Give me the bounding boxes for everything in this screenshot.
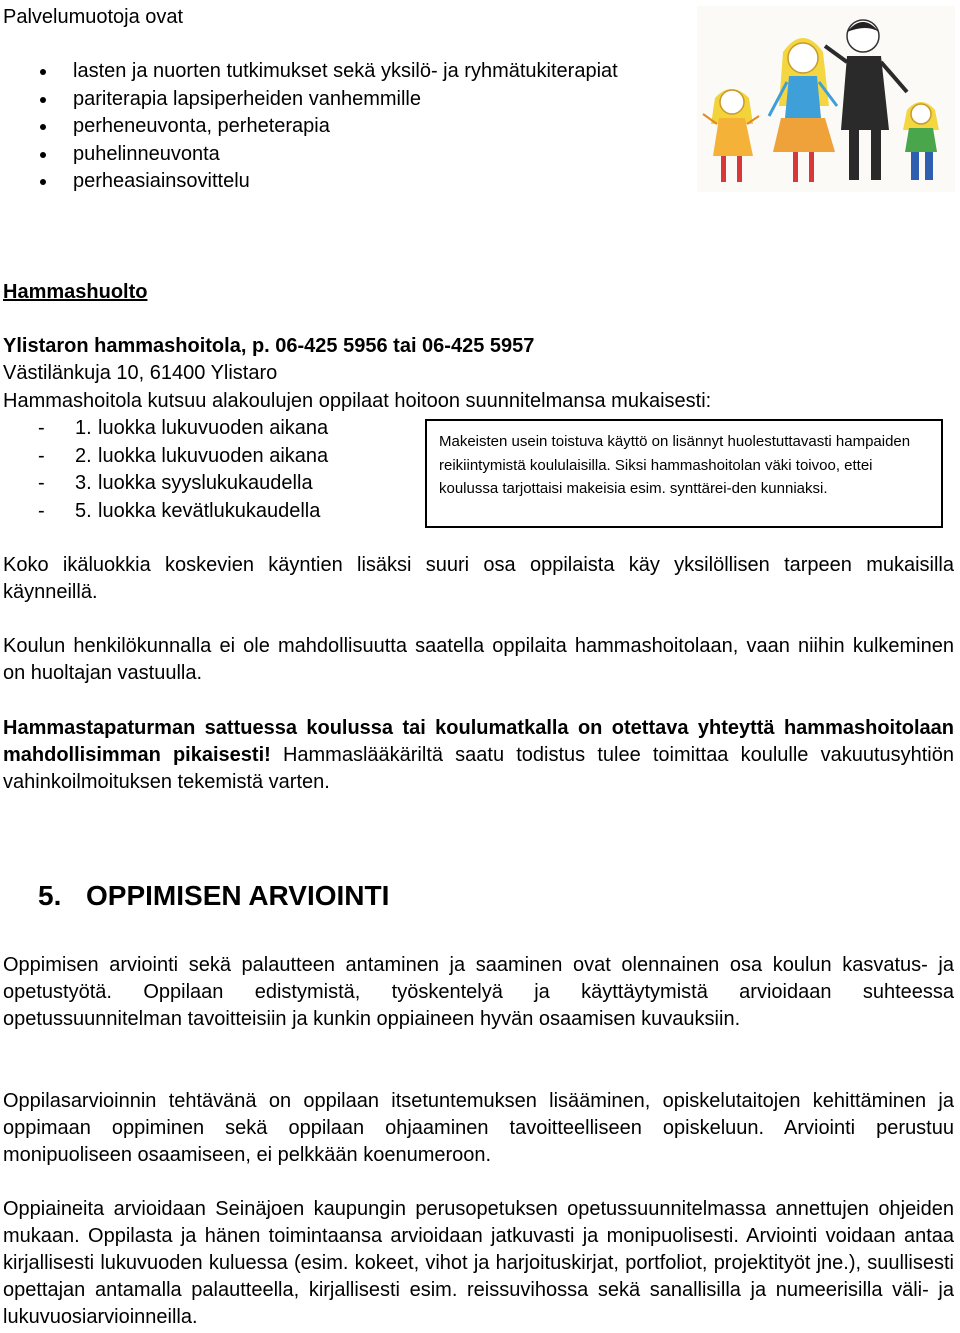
grade-number: 2. xyxy=(75,444,92,467)
dental-paragraph-visits: Koko ikäluokkia koskevien käyntien lisäksi suuri osa oppilaista käy yksilöllisen tarpeen mukaisilla käynneillä. xyxy=(3,554,954,603)
grade-text: luokka lukuvuoden aikana xyxy=(98,444,329,467)
list-item: pariterapia lapsiperheiden vanhemmille xyxy=(38,86,618,114)
grade-text: luokka kevätlukukaudella xyxy=(98,499,321,522)
dental-paragraph-transport: Koulun henkilökunnalla ei ole mahdollisuutta saatella oppilaita hammashoitolaan, vaan niihin kulkeminen on huoltajan vastuulla. xyxy=(3,635,954,684)
list-item: perheneuvonta, perheterapia xyxy=(38,113,618,141)
list-item xyxy=(3,443,328,471)
list-dash: - xyxy=(38,472,45,494)
section-title xyxy=(38,878,389,914)
list-dash: - xyxy=(38,444,45,467)
candy-note-box: Makeisten usein toistuva käyttö on lisännyt huolestuttavasti hampaiden reikiintymistä koululaisilla. Siksi hammashoitolan väki toivoo, ettei koulussa tarjottaisi makeisia esim. synttärei-den kunniaksi. xyxy=(425,419,943,528)
list-item xyxy=(3,415,328,443)
dental-paragraph-accident xyxy=(3,715,954,796)
list-dash: - xyxy=(38,499,45,522)
assessment-paragraph-2: Oppilasarvioinnin tehtävänä on oppilaan itsetuntemuksen lisääminen, opiskelutaitojen kehittäminen ja oppimaan oppiminen sekä oppilaan ohjaaminen tavoitteelliseen opiskeluun. Arviointi perustuu monipuoliseen osaamiseen, ei pelkkään koenumeroon. xyxy=(3,1090,954,1166)
list-item xyxy=(3,470,328,498)
accident-warning: Hammastapaturman sattuessa koulussa tai koulumatkalla on otettava yhteyttä hammashoitolaan mahdollisimman pikaisesti! xyxy=(3,717,954,766)
list-item: perheasiainsovittelu xyxy=(38,168,618,196)
services-list xyxy=(38,58,618,196)
clinic-contact: Ylistaron hammashoitola, p. 06-425 5956 tai 06-425 5957 xyxy=(3,335,535,357)
accident-instructions: Hammaslääkäriltä saatu todistus tulee toimittaa koululle vakuutusyhtiön vahinkoilmoituksen tekemistä varten. xyxy=(3,744,954,793)
section-heading: OPPIMISEN ARVIOINTI xyxy=(86,880,390,911)
assessment-paragraph-3: Oppiaineita arvioidaan Seinäjoen kaupungin perusopetuksen opetussuunnitelmassa annettujen ohjeiden mukaan. Oppilasta ja hänen toimintaansa arvioidaan jatkuvasti ja monipuolisesti. Arviointi voidaan antaa kirjallisesti lukuvuoden kuluessa (esim. kokeet, vihot ja harjoituskirjat, portfoliot, projektityöt jne.), suullisesti opettajan antamalla palautteella, kirjallisesti esim. reissuvihossa sekä sanallisilla ja numeerisilla väli- ja lukuvuosiarvioinneilla. xyxy=(3,1198,954,1328)
list-item xyxy=(3,498,328,526)
dental-heading: Hammashuolto xyxy=(3,281,148,303)
grade-number: 5. xyxy=(75,499,92,522)
grade-number: 3. xyxy=(75,472,92,494)
clinic-address: Västilänkuja 10, 61400 Ylistaro xyxy=(3,362,278,384)
dental-intro: Hammashoitola kutsuu alakoulujen oppilaat hoitoon suunnitelmansa mukaisesti: xyxy=(3,390,712,412)
section-number: 5. xyxy=(38,880,62,911)
list-item: puhelinneuvonta xyxy=(38,141,618,169)
grade-text: luokka syyslukukaudella xyxy=(98,472,313,494)
grades-list xyxy=(3,415,328,525)
grade-text: luokka lukuvuoden aikana xyxy=(98,417,329,439)
list-dash: - xyxy=(38,417,45,439)
services-heading: Palvelumuotoja ovat xyxy=(3,6,184,28)
grade-number: 1. xyxy=(75,417,92,439)
assessment-paragraph-1: Oppimisen arviointi sekä palautteen antaminen ja saaminen ovat olennainen osa koulun kasvatus- ja opetustyötä. Oppilaan edistymistä, työskentelyä ja käyttäytymistä arvioidaan suhteessa opetussuunnitelman tavoitteisiin ja kunkin oppiaineen hyvän osaamisen kuvauksiin. xyxy=(3,954,954,1030)
family-drawing-image xyxy=(697,6,955,192)
list-item: lasten ja nuorten tutkimukset sekä yksilö- ja ryhmätukiterapiat xyxy=(38,58,618,86)
